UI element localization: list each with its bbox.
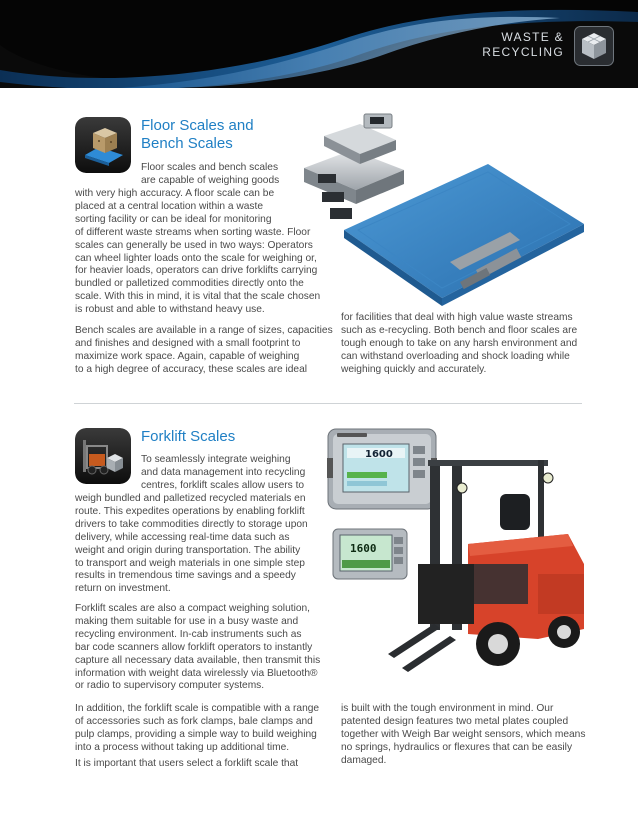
forklift-intro-text [141, 454, 305, 493]
forklift-scale-app-icon [75, 428, 131, 484]
forklift-paragraph-1 [75, 493, 308, 596]
text-line: into a process without taking up additional time. [75, 741, 290, 753]
floor-title-line2: Bench Scales [141, 135, 233, 152]
text-line: results in tremendous time savings and a speedy [75, 570, 296, 582]
text-line: no springs, hydraulics or flexures that can be easily [341, 741, 573, 753]
text-line: together with Weigh Bar weight sensors, which means [341, 728, 586, 740]
text-line: making them suitable for use in a busy waste and [75, 615, 299, 627]
text-line: or radio to supervisory computer systems. [75, 680, 265, 692]
text-line: To seamlessly integrate weighing [141, 454, 291, 465]
cube-icon [574, 26, 614, 66]
text-line: capture all necessary data available, then transmit this [75, 654, 321, 666]
text-line: weight and origin during transportation. The ability [75, 544, 301, 556]
forklift-right-column-text [341, 703, 585, 768]
text-line: can wheel lighter loads onto the scale for weighing or, [75, 252, 317, 264]
text-line: can withstand overloading and shock loading while [341, 350, 570, 362]
text-line: is robust and able to withstand heavy use. [75, 304, 265, 316]
page-header [0, 0, 638, 88]
text-line: return on investment. [75, 583, 171, 595]
text-line: to transport and weigh materials in one simple step [75, 557, 305, 569]
text-line: sorting facility or can be ideal for monitoring [75, 213, 272, 225]
text-line: and finishes and designed with a small footprint to [75, 337, 301, 349]
floor-intro-text [141, 162, 279, 188]
text-line: In addition, the forklift scale is compatible with a range [75, 703, 320, 714]
floor-title-line1: Floor Scales and [141, 117, 254, 134]
text-line: maximize work space. Again, capable of weighing [75, 350, 300, 362]
forklift-paragraph-2 [75, 603, 320, 693]
large-display-readout: 1600 [365, 449, 393, 460]
text-line: information with weight data wirelessly via Bluetooth® [75, 667, 318, 679]
text-line: pulp clamps, providing a simple way to build weighing [75, 728, 317, 740]
text-line: It is important that users select a forklift scale that [75, 758, 299, 769]
text-line: of accessories such as fork clamps, bale clamps and [75, 715, 313, 727]
forklift-paragraph-3 [75, 703, 319, 755]
text-line: tough enough to take on any harsh environment and [341, 337, 578, 349]
text-line: centres, forklift scales allow users to [141, 479, 305, 491]
text-line: for facilities that deal with high value waste streams [341, 312, 573, 323]
text-line: drivers to take commodities directly to storage upon [75, 518, 308, 530]
text-line: patented design features two metal plates coupled [341, 715, 569, 727]
section-label-line1: WASTE & [501, 30, 564, 44]
section-label-line2: RECYCLING [482, 45, 564, 59]
text-line: placed at a central location within a waste [75, 200, 264, 212]
text-line: delivery, while accessing real-time data such as [75, 531, 290, 543]
text-line: is built with the tough environment in mind. Our [341, 703, 554, 714]
text-line: with very high accuracy. A floor scale can be [75, 188, 275, 199]
text-line: bar code scanners allow forklift operators to instantly [75, 641, 313, 653]
text-line: for heavier loads, operators can drive forklifts carrying [75, 265, 318, 277]
text-line: route. This expedites operations by enabling forklift [75, 505, 305, 517]
small-display-readout: 1600 [350, 542, 377, 555]
floor-right-column-text [341, 312, 577, 377]
forklift-scales-title [141, 428, 235, 446]
text-line: Bench scales are available in a range of sizes, capacities [75, 325, 333, 336]
floor-scale-app-icon [75, 117, 131, 173]
section-divider [74, 403, 582, 404]
floor-scales-title [141, 117, 254, 153]
forklift-title-line1: Forklift Scales [141, 428, 236, 445]
text-line: of different waste streams when sorting waste. Floor [75, 226, 311, 238]
text-line: Floor scales and bench scales [141, 162, 279, 173]
text-line: such as e-recycling. Both bench and floor scales are [341, 324, 578, 336]
text-line: recycling environment. In-cab instruments such as [75, 628, 302, 640]
floor-paragraph-2 [75, 325, 333, 377]
text-line: bundled or palletized commodities directly onto the [75, 278, 304, 290]
text-line: to a high degree of accuracy, these scales are ideal [75, 363, 307, 375]
text-line: are capable of weighing goods [141, 174, 280, 186]
section-label [482, 30, 564, 60]
text-line: Forklift scales are also a compact weighing solution, [75, 603, 310, 614]
text-line: weighing quickly and accurately. [341, 363, 487, 375]
floor-bench-scales-image [300, 112, 586, 312]
forklift-image [388, 454, 588, 684]
text-line: scales can generally be used in two ways: Operators [75, 239, 313, 251]
text-line: damaged. [341, 754, 387, 766]
text-line: and data management into recycling [141, 466, 306, 478]
forklift-paragraph-4 [75, 758, 298, 771]
text-line: weigh bundled and palletized recycled materials en [75, 493, 306, 504]
floor-paragraph-1 [75, 188, 320, 317]
text-line: scale. With this in mind, it is vital that the scale chosen [75, 291, 321, 303]
